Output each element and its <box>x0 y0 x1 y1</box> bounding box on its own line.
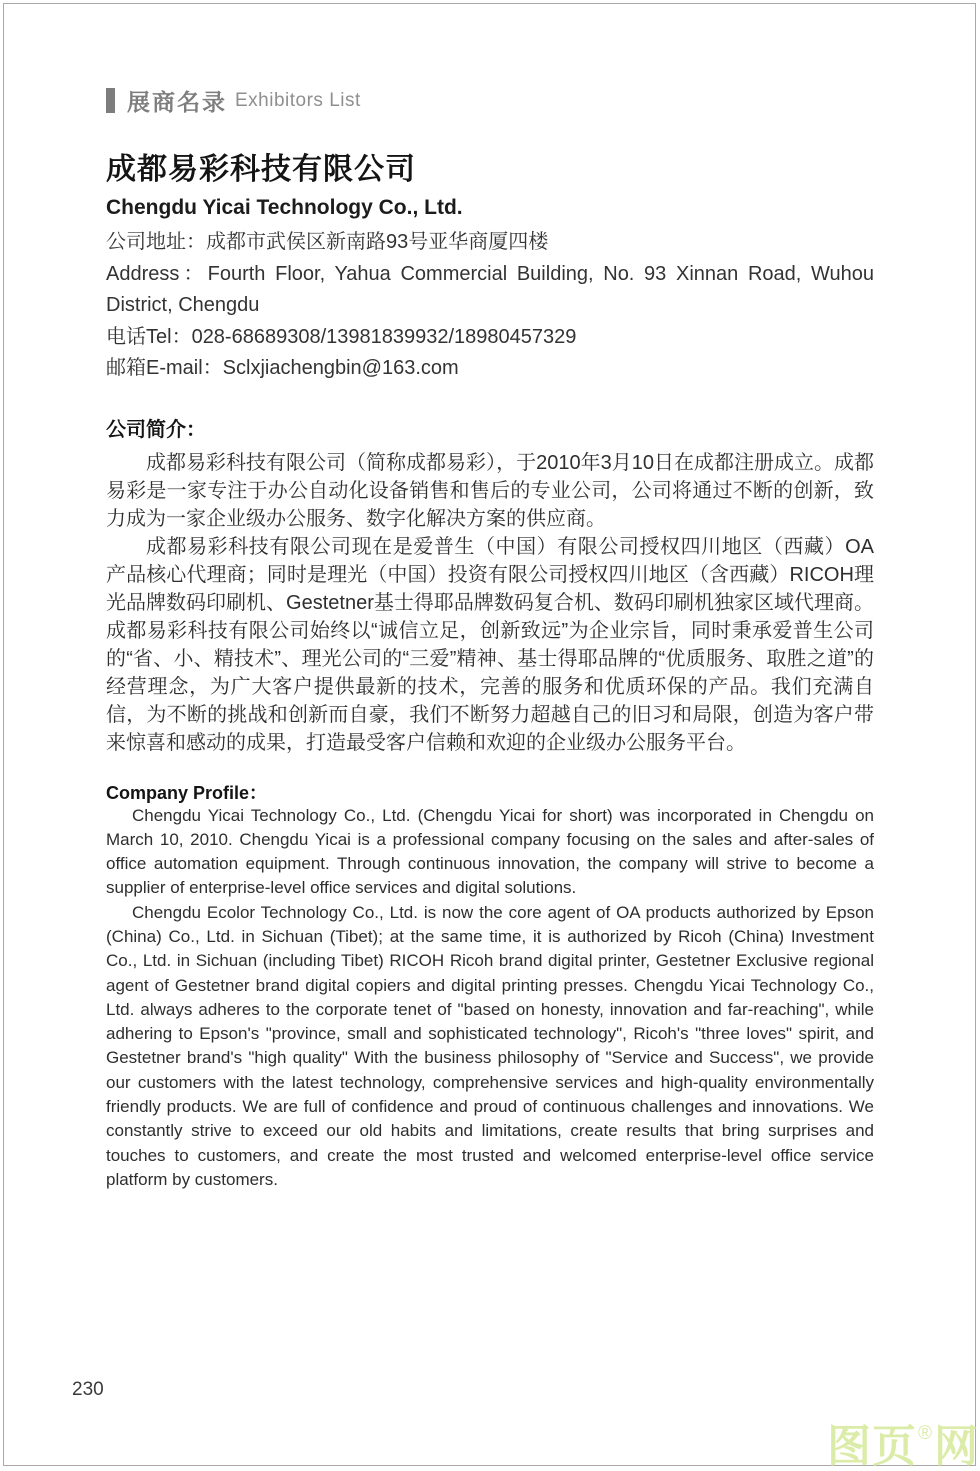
profile-zh-paragraph: 成都易彩科技有限公司（简称成都易彩），于2010年3月10日在成都注册成立。成都易彩是一家专注于办公自动化设备销售和售后的专业公司，公司将通过不断的创新，致力成为一家企业级办公服务、数字化解决方案的供应商。 <box>106 451 874 530</box>
contact-email: 邮箱E-mail：Sclxjiachengbin@163.com <box>106 357 459 379</box>
section-title-zh: 展商名录 <box>127 89 227 115</box>
watermark-text-right: 网 <box>934 1422 979 1471</box>
watermark-logo <box>827 1422 979 1471</box>
profile-en-heading: Company Profile： <box>106 782 268 803</box>
page-content <box>106 84 874 1192</box>
profile-zh-paragraph: 成都易彩科技有限公司现在是爱普生（中国）有限公司授权四川地区（西藏）OA产品核心代理商；同时是理光（中国）投资有限公司授权四川地区（含西藏）RICOH理光品牌数码印刷机、Gestetner基士得耶品牌数码复合机、数码印刷机独家区域代理商。成都易彩科技有限公司始终以“诚信立足，创新致远”为企业宗旨，同时秉承爱普生公司的“省、小、精技术”、理光公司的“三爱”精神、基士得耶品牌的“优质服务、取胜之道”的经营理念，为广大客户提供最新的技术，完善的服务和优质环保的产品。我们充满自信，为不断的挑战和创新而自豪，我们不断努力超越自己的旧习和局限，创造为客户带来惊喜和感动的成果，打造最受客户信赖和欢迎的企业级办公服务平台。 <box>106 535 874 754</box>
registered-trademark-icon: ® <box>918 1423 933 1444</box>
page-number: 230 <box>72 1379 104 1400</box>
section-header <box>106 84 874 117</box>
watermark-text-left: 图页 <box>827 1422 917 1471</box>
section-marker-icon <box>106 88 115 113</box>
profile-en-paragraph: Chengdu Yicai Technology Co., Ltd. (Chengdu Yicai for short) was incorporated in Chengdu on March 10, 2010. Chengdu Yicai is a professional company focusing on the sales and after-sales of office automation equipment. Through continuous innovation, the company will strive to become a supplier of enterprise-level office services and digital solutions. <box>106 805 874 898</box>
section-title-en: Exhibitors List <box>235 89 361 111</box>
contact-tel: 电话Tel：028-68689308/13981839932/18980457329 <box>106 325 577 348</box>
company-name-en: Chengdu Yicai Technology Co., Ltd. <box>106 196 463 219</box>
profile-en-paragraph: Chengdu Ecolor Technology Co., Ltd. is now the core agent of OA products authorized by Epson (China) Co., Ltd. in Sichuan (Tibet); at the same time, it is authorized by Ricoh (China) Investment Co., Ltd. in Sichuan (including Tibet) RICOH Ricoh brand digital printer, Gestetner Exclusive regional agent of Gestetner brand digital copiers and digital printing presses. Chengdu Yicai Technology Co., Ltd. always adheres to the corporate tenet of "based on honesty, innovation and far-reaching", while adhering to Epson's "province, small and sophisticated technology", Ricoh's "three loves" spirit, and Gestetner brand's "high quality" With the business philosophy of "Service and Success", we provide our customers with the latest technology, comprehensive services and high-quality environmentally friendly products. We are full of confidence and proud of continuous challenges and innovations. We constantly strive to exceed our old habits and limitations, create results that bring surprises and touches to customers, and create the most trusted and welcomed enterprise-level office service platform by customers. <box>106 902 874 1189</box>
profile-en-body <box>106 804 874 1193</box>
profile-zh-heading: 公司简介： <box>106 418 206 441</box>
contact-block <box>106 227 874 385</box>
company-name-zh: 成都易彩科技有限公司 <box>106 153 416 186</box>
contact-address-en: Address：Fourth Floor, Yahua Commercial Building, No. 93 Xinnan Road, Wuhou District, Chengdu <box>106 262 874 316</box>
profile-zh-body <box>106 449 874 757</box>
contact-address-zh: 公司地址：成都市武侯区新南路93号亚华商厦四楼 <box>106 231 549 253</box>
